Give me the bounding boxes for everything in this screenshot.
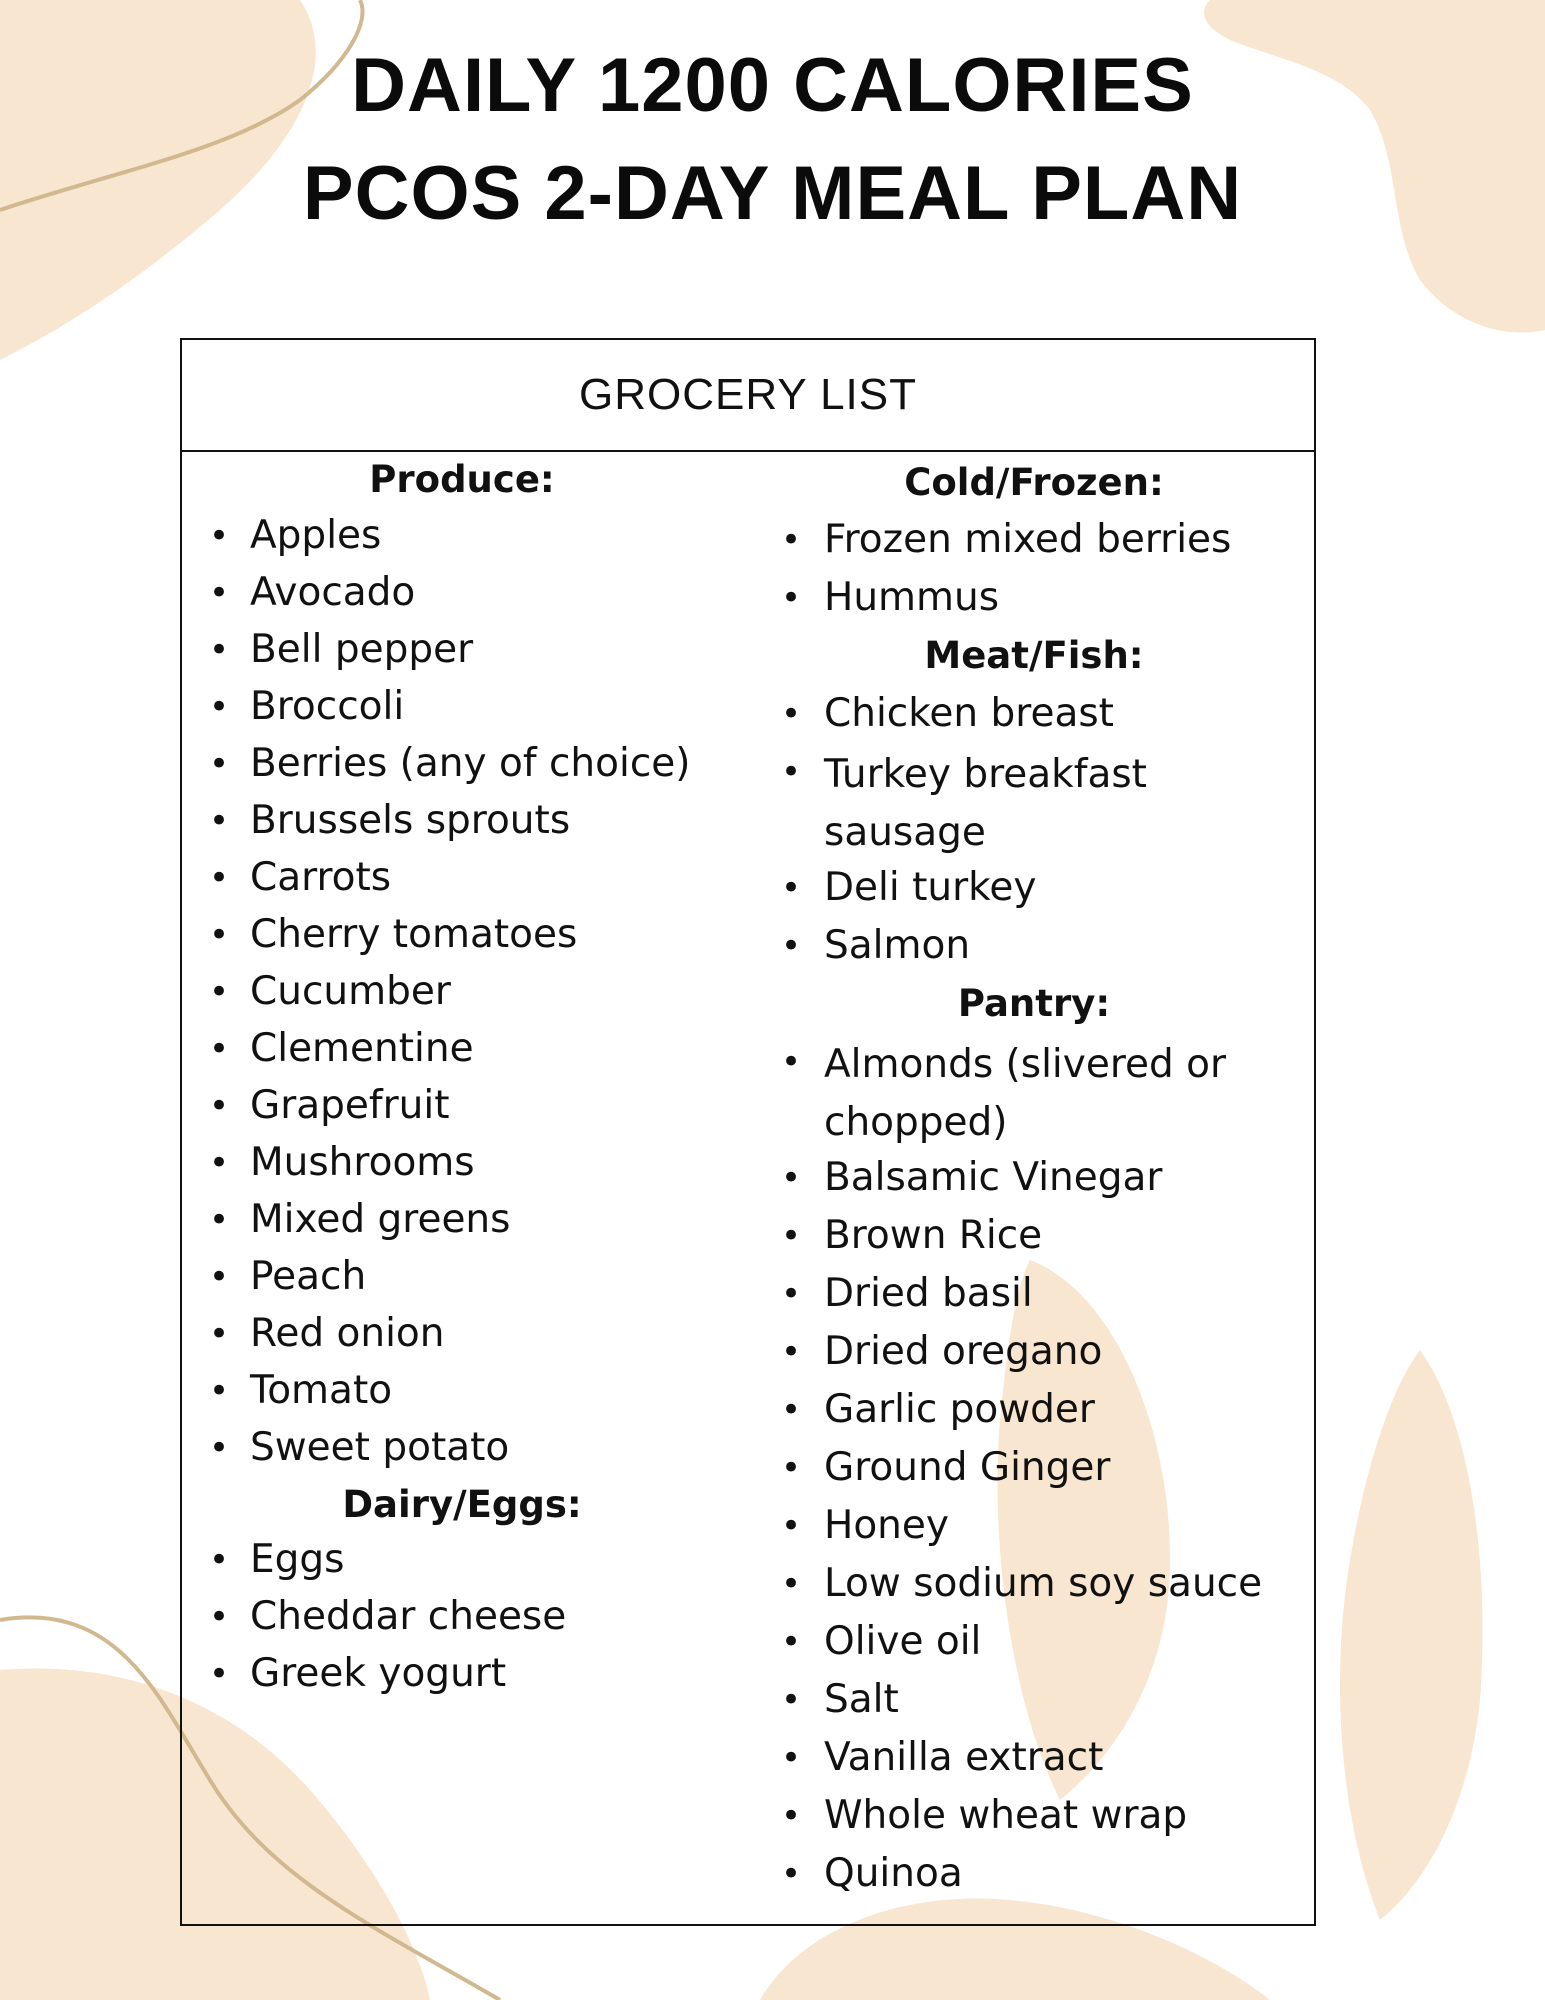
grocery-list-header: GROCERY LIST — [182, 340, 1314, 452]
bullet-icon: • — [780, 752, 802, 792]
bullet-icon: • — [208, 1428, 230, 1468]
bullet-icon: • — [780, 1738, 802, 1778]
bullet-icon: • — [780, 926, 802, 966]
bullet-icon: • — [208, 1654, 230, 1694]
bullet-icon: • — [780, 868, 802, 908]
bullet-icon: • — [208, 1029, 230, 1069]
bullet-icon: • — [780, 1680, 802, 1720]
bullet-icon: • — [780, 1796, 802, 1836]
bullet-icon: • — [208, 516, 230, 556]
meat-fish-heading: Meat/Fish: — [924, 634, 1144, 677]
bullet-icon: • — [780, 1564, 802, 1604]
pantry-heading: Pantry: — [957, 982, 1111, 1025]
page-title-line2: PCOS 2-DAY MEAL PLAN — [302, 151, 1243, 236]
bullet-icon: • — [208, 630, 230, 670]
bullet-icon: • — [208, 858, 230, 898]
bullet-icon: • — [780, 1216, 802, 1256]
bullet-icon: • — [208, 1257, 230, 1297]
bullet-icon: • — [208, 1540, 230, 1580]
bullet-icon: • — [208, 1143, 230, 1183]
bullet-icon: • — [780, 1274, 802, 1314]
bullet-icon: • — [780, 1042, 802, 1082]
bullet-icon: • — [780, 694, 802, 734]
bullet-icon: • — [780, 1158, 802, 1198]
bullet-icon: • — [208, 687, 230, 727]
bullet-icon: • — [780, 1854, 802, 1894]
bullet-icon: • — [780, 1506, 802, 1546]
blob-bottom-right-2 — [1340, 1350, 1483, 1920]
bullet-icon: • — [208, 1086, 230, 1126]
bullet-icon: • — [780, 1390, 802, 1430]
bullet-icon: • — [780, 1332, 802, 1372]
bullet-icon: • — [208, 744, 230, 784]
cold-frozen-heading: Cold/Frozen: — [904, 461, 1164, 504]
bullet-icon: • — [208, 1314, 230, 1354]
bullet-icon: • — [780, 578, 802, 618]
dairy-heading: Dairy/Eggs: — [342, 1483, 582, 1526]
bullet-icon: • — [208, 972, 230, 1012]
bullet-icon: • — [780, 1622, 802, 1662]
grocery-list-box: GROCERY LIST Produce: • Apples • Avocado • Bell pepper • Broccoli • Berries (any of choice) • Brussels sprouts • Carrots • Cherry tomatoes • Cucumber • Clementine • Grapefruit • Mushrooms • Mixed greens • Peach • Red onion • Tomato • Sweet potato Dairy/Eggs: • Eggs • Cheddar cheese • Greek yogurt Cold/Frozen: • Frozen mixed berries • Hummus Meat/Fish: • Chicken breast • Turkey breakfast sausage • Deli turkey • Salmon Pantry: • Almonds (slivered or chopped) • Balsamic Vinegar • Brown Rice • Dried basil • Dried oregano • Garlic powder • Ground Ginger • Honey • Low sodium soy sauce • Olive oil • Salt • Vanilla extract • Whole wheat wrap • Quinoa — [180, 338, 1316, 1926]
bullet-icon: • — [208, 1371, 230, 1411]
produce-heading: Produce: — [369, 458, 555, 501]
bullet-icon: • — [208, 915, 230, 955]
bullet-icon: • — [780, 1448, 802, 1488]
bullet-icon: • — [208, 573, 230, 613]
page-title-line1: DAILY 1200 CALORIES — [351, 43, 1194, 128]
bullet-icon: • — [208, 801, 230, 841]
bullet-icon: • — [780, 520, 802, 560]
bullet-icon: • — [208, 1200, 230, 1240]
bullet-icon: • — [208, 1597, 230, 1637]
